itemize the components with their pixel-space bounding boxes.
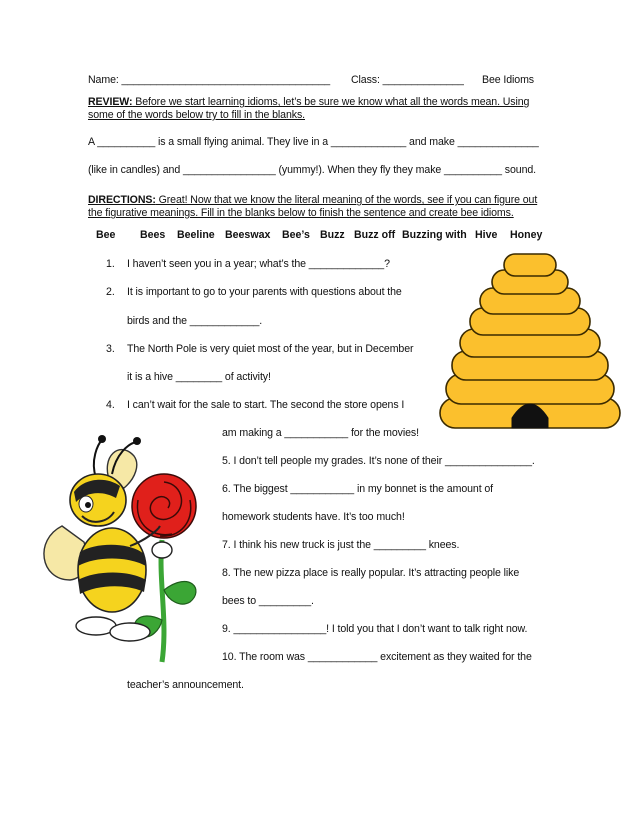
review-sentence-1: A __________ is a small flying animal. They live in a _____________ and make ______________ xyxy=(88,136,539,148)
directions-text-2: the figurative meanings. Fill in the blanks below to finish the sentence and create bee idioms. xyxy=(88,207,514,219)
question-8-line2: bees to _________. xyxy=(222,595,314,607)
review-text-1: Before we start learning idioms, let’s be sure we know what all the words mean. Using xyxy=(132,96,530,108)
question-number: 1. xyxy=(106,258,115,270)
word-bank-item: Buzz xyxy=(320,229,345,241)
word-bank-item: Bees xyxy=(140,229,166,241)
word-bank-item: Beeswax xyxy=(225,229,271,241)
directions-label: DIRECTIONS: xyxy=(88,194,156,206)
question-3-line1: The North Pole is very quiet most of the year, but in December xyxy=(127,343,414,355)
question-4-line2: am making a ___________ for the movies! xyxy=(222,427,419,439)
question-6-line1: 6. The biggest ___________ in my bonnet is the amount of xyxy=(222,483,494,495)
question-number: 2. xyxy=(106,286,115,298)
review-text-2: some of the words below try to fill in the blanks. xyxy=(88,109,305,121)
question-2-line1: It is important to go to your parents with questions about the xyxy=(127,286,402,298)
worksheet-title: Bee Idioms xyxy=(482,74,534,86)
question-5: 5. I don’t tell people my grades. It’s none of their _______________. xyxy=(222,455,535,467)
class-field[interactable]: Class: ______________ xyxy=(351,74,464,86)
question-10-line2: teacher’s announcement. xyxy=(127,679,244,691)
question-number: 4. xyxy=(106,399,115,411)
word-bank-item: Hive xyxy=(475,229,498,241)
question-3-line2: it is a hive ________ of activity! xyxy=(127,371,271,383)
word-bank-item: Bee’s xyxy=(282,229,310,241)
word-bank-item: Beeline xyxy=(177,229,215,241)
bee-with-rose-illustration xyxy=(40,430,240,665)
review-label: REVIEW: xyxy=(88,96,133,108)
question-2-line2: birds and the ____________. xyxy=(127,315,263,327)
word-bank-item: Honey xyxy=(510,229,543,241)
question-number: 3. xyxy=(106,343,115,355)
word-bank-item: Buzzing with xyxy=(402,229,467,241)
name-field[interactable]: Name: ____________________________________ xyxy=(88,74,331,86)
question-1: I haven’t seen you in a year; what’s the _____________? xyxy=(127,258,390,270)
question-4-line1: I can’t wait for the sale to start. The second the store opens I xyxy=(127,399,405,411)
word-bank-item: Buzz off xyxy=(354,229,396,241)
directions-paragraph-line1 xyxy=(88,194,537,207)
review-sentence-2: (like in candles) and ________________ (yummy!). When they fly they make __________ sound. xyxy=(88,164,536,176)
directions-text-1: Great! Now that we know the literal meaning of the words, see if you can figure out xyxy=(155,194,538,206)
question-8-line1: 8. The new pizza place is really popular. It’s attracting people like xyxy=(222,567,520,579)
word-bank-item: Bee xyxy=(96,229,116,241)
beehive-illustration xyxy=(436,250,626,435)
question-6-line2: homework students have. It’s too much! xyxy=(222,511,405,523)
review-paragraph-line1 xyxy=(88,96,529,109)
question-7: 7. I think his new truck is just the _________ knees. xyxy=(222,539,460,551)
question-9: 9. ________________! I told you that I don’t want to talk right now. xyxy=(222,623,528,635)
question-10-line1: 10. The room was ____________ excitement as they waited for the xyxy=(222,651,532,663)
